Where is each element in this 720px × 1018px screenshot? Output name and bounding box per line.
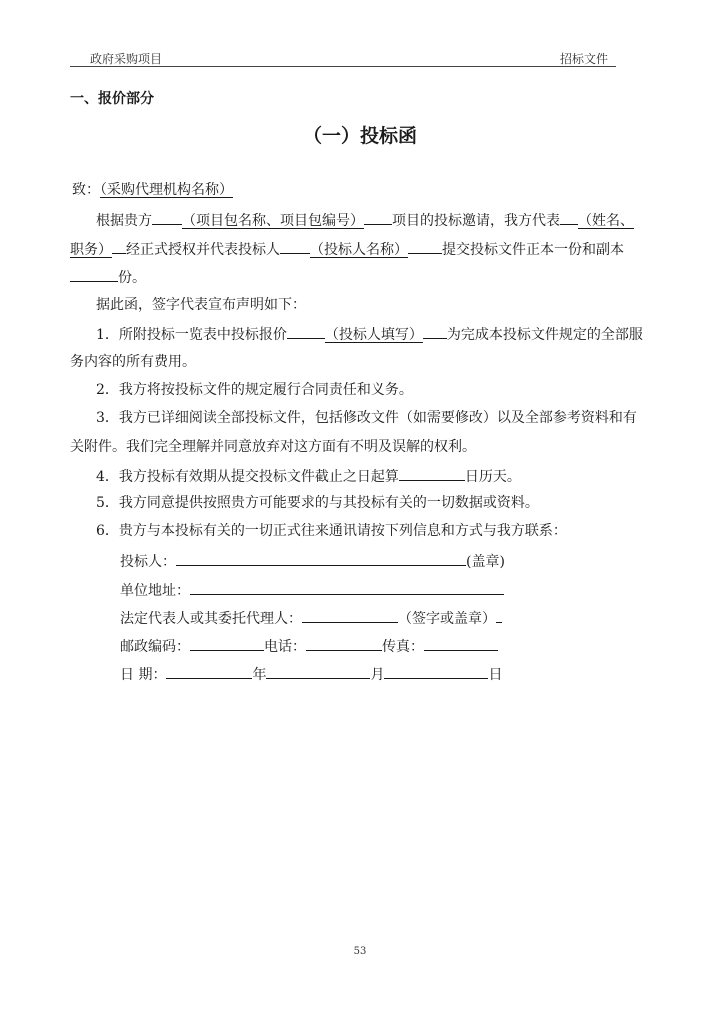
contact-rep-row [120,607,502,629]
para1-text-c: 项目的投标邀请，我方代表 [392,213,560,229]
year-label: 年 [252,667,267,683]
bidder-field[interactable] [176,550,466,566]
day-label: 日 [488,667,503,683]
blank-pad [560,209,578,225]
project-package-field[interactable]: （项目包名称、项目包编号） [182,213,364,229]
postcode-field[interactable] [190,635,264,651]
para1-text-a: 根据贵方 [96,213,152,229]
item1-line1 [96,323,643,345]
item1-line2: 务内容的所有费用。 [70,354,196,370]
postcode-label: 邮政编码： [120,639,190,655]
representative-field-cont[interactable]: 职务） [70,242,112,258]
rep-label: 法定代表人或其委托代理人： [120,611,302,627]
address-label: 单位地址： [120,583,190,599]
para1-text-h: 提交投标文件正本一份和副本 [442,242,624,258]
para1-text-f: 经正式授权并代表投标人 [126,242,280,258]
form-title: （一）投标函 [302,125,417,147]
blank-pad [496,607,502,623]
copies-count-field[interactable] [70,266,118,282]
blank-pad [287,323,325,339]
header-right: 招标文件 [560,52,609,66]
page-number: 53 [353,946,367,957]
blank-pad [408,238,442,254]
section-heading: 一、报价部分 [70,91,154,107]
addressee-prefix: 致： [72,182,100,198]
item5: 5．我方同意提供按照贵方可能要求的与其投标有关的一切数据或资料。 [96,495,539,511]
item4-text-a: 4．我方投标有效期从提交投标文件截止之日起算 [96,469,399,485]
phone-label: 电话： [264,639,306,655]
fax-label: 传真： [382,639,424,655]
declaration-intro: 据此函，签字代表宣布声明如下： [96,297,306,313]
rep-note: （签字或盖章） [398,611,496,627]
rep-signature-field[interactable] [302,607,398,623]
header-left: 政府采购项目 [90,52,163,66]
item6: 6．贵方与本投标有关的一切正式往来通讯请按下列信息和方式与我方联系： [96,523,567,539]
item1-text-a: 1．所附投标一览表中投标报价 [96,327,287,343]
para1-line3 [70,266,146,288]
month-label: 月 [370,667,385,683]
bid-price-field[interactable]: （投标人填写） [324,327,423,343]
blank-pad [280,238,310,254]
para1-text-i: 份。 [118,270,146,286]
phone-field[interactable] [306,635,382,651]
fax-field[interactable] [424,635,498,651]
year-field[interactable] [166,663,252,679]
contact-address-row [120,579,504,601]
bidder-name-field[interactable]: （投标人名称） [310,242,408,258]
addressee-line [72,180,233,200]
item4-text-b: 日历天。 [464,469,521,485]
blank-pad [364,209,392,225]
addressee-field[interactable]: （采购代理机构名称） [100,182,233,198]
item4-line [96,465,521,487]
date-label: 日 期： [120,667,167,683]
address-field[interactable] [190,579,504,595]
blank-pad [112,238,126,254]
item2: 2．我方将按投标文件的规定履行合同责任和义务。 [96,382,413,398]
contact-phone-row [120,635,498,657]
item3-line2: 关附件。我们完全理解并同意放弃对这方面有不明及误解的权利。 [70,439,476,455]
contact-date-row [120,663,502,685]
item3-line1: 3．我方已详细阅读全部投标文件，包括修改文件（如需要修改）以及全部参考资料和有 [96,410,637,426]
day-field[interactable] [384,663,488,679]
bidder-label: 投标人： [120,554,176,570]
para1-line2 [70,238,624,260]
month-field[interactable] [266,663,370,679]
validity-days-field[interactable] [399,465,465,481]
blank-pad [152,209,182,225]
contact-bidder-row [120,550,505,572]
representative-field[interactable]: （姓名、 [578,213,634,229]
para1-line1 [96,209,634,231]
header-rule [70,66,616,67]
blank-pad [423,323,447,339]
bidder-seal-note: (盖章) [466,554,505,570]
item1-text-c: 为完成本投标文件规定的全部服 [446,327,643,343]
